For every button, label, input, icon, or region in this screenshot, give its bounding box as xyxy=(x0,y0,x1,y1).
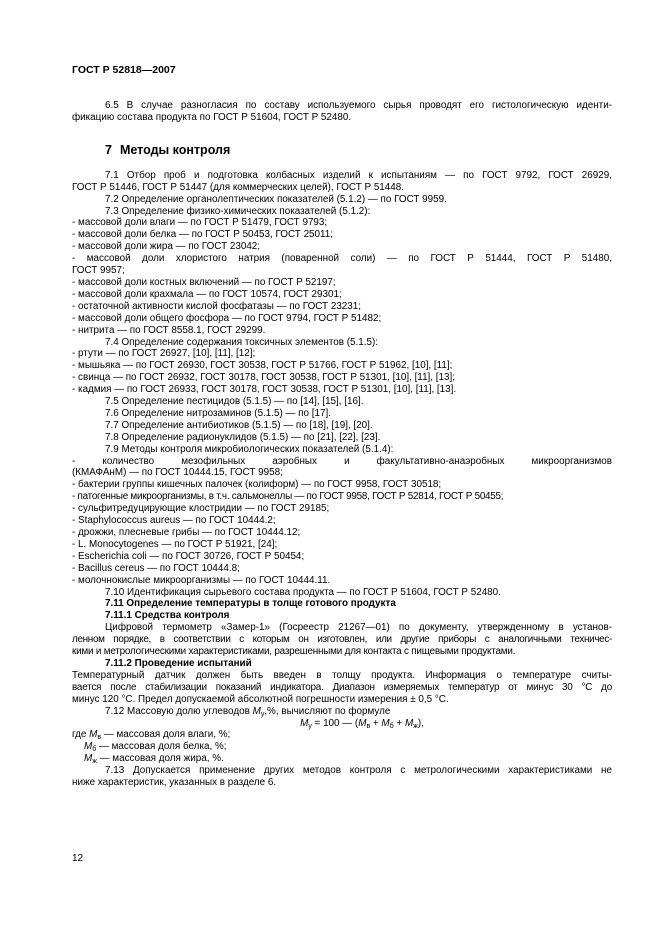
para-7-11-1-line3: кими и метрологическими характеристиками, разрешенными для контакта с пищевыми продуктами. xyxy=(72,646,516,658)
list-item: - массовой доли влаги — по ГОСТ Р 51479, ГОСТ 9793; xyxy=(72,217,328,229)
list-item: - массовой доли белка — по ГОСТ Р 50453, ГОСТ 25011; xyxy=(72,229,334,241)
list-item: - Escherichia coli — по ГОСТ 30726, ГОСТ Р 50454; xyxy=(72,550,305,562)
page-number: 12 xyxy=(72,853,84,864)
where-subscript: б xyxy=(92,746,97,754)
formula-operator: ), xyxy=(417,717,424,729)
subsection-7-11-2-heading: 7.11.2 Проведение испытаний xyxy=(105,657,252,669)
where-item xyxy=(72,753,612,765)
para-6-5-line2: фикацию состава продукта по ГОСТ Р 51604, ГОСТ Р 52480. xyxy=(72,111,352,123)
where-symbol: M xyxy=(84,753,93,765)
symbol-m: M xyxy=(252,705,261,717)
list-item: - патогенные микроорганизмы, в т.ч. сальмонеллы — по ГОСТ 9958, ГОСТ Р 52814, ГОСТ Р 50455; xyxy=(72,491,504,503)
para-7-11-1-line2: ленном порядке, в соответствии с которым он изготовлен, или другие приборы с аналогичными техничес- xyxy=(72,634,612,646)
para-7-4: 7.4 Определение содержания токсичных элементов (5.1.5): xyxy=(105,336,379,348)
para-7-2: 7.2 Определение органолептических показателей (5.1.2) — по ГОСТ 9959. xyxy=(105,193,447,205)
where-item xyxy=(72,741,612,753)
symbol-subscript: у xyxy=(260,710,265,718)
section-7-number: 7 xyxy=(105,142,112,157)
where-prefix: где xyxy=(72,729,90,741)
list-item: - бактерии группы кишечных палочек (колиформ) — по ГОСТ 9958, ГОСТ 30518; xyxy=(72,479,442,491)
para-7-12-text-end: ,%, вычисляют по формуле xyxy=(264,705,391,717)
formula-subscript: б xyxy=(389,722,394,730)
standard-code-header: ГОСТ Р 52818—2007 xyxy=(72,64,176,76)
list-item: - нитрита — по ГОСТ 8558.1, ГОСТ 29299. xyxy=(72,324,266,336)
para-7-13-line1: 7.13 Допускается применение других методов контроля с метрологическими характеристиками не xyxy=(105,765,612,777)
list-item: - L. Monocytogenes — по ГОСТ Р 51921, [24]; xyxy=(72,538,278,550)
formula-symbol: M xyxy=(404,717,414,729)
subsection-7-11-heading: 7.11 Определение температуры в толще готового продукта xyxy=(105,598,396,610)
formula-symbol: M xyxy=(300,717,309,729)
list-item: - Bacillus cereus — по ГОСТ 10444.8; xyxy=(72,562,240,574)
where-symbol: M xyxy=(89,729,98,741)
where-symbol: M xyxy=(84,741,93,753)
list-item: - массовой доли общего фосфора — по ГОСТ 9794, ГОСТ Р 51482; xyxy=(72,312,382,324)
para-7-12-text: 7.12 Массовую долю углеводов xyxy=(105,705,253,717)
formula-operator: + xyxy=(393,717,405,729)
para-7-11-1-line1: Цифровой термометр «Замер-1» (Госреестр 21267—01) по документу, утвержденному в установ- xyxy=(105,622,612,634)
carbohydrate-formula xyxy=(72,718,612,730)
para-7-11-2-line2: вается после стабилизации показаний индикатора. Диапазон измеряемых температур от минус 30 °С до xyxy=(72,681,612,693)
where-text: — массовая доля влаги, %; xyxy=(101,729,231,741)
subsection-7-11-1-heading: 7.11.1 Средства контроля xyxy=(105,610,230,622)
list-item: - остаточной активности кислой фосфатазы — по ГОСТ 23231; xyxy=(72,300,362,312)
list-item-nacl-line1: - массовой доли хлористого натрия (поваренной соли) — по ГОСТ Р 51444, ГОСТ Р 51480, xyxy=(72,253,612,265)
list-item: - мышьяка — по ГОСТ 26930, ГОСТ 30538, ГОСТ Р 51766, ГОСТ Р 51962, [10], [11]; xyxy=(72,360,453,372)
section-7-heading xyxy=(105,143,612,157)
list-item: - массовой доли крахмала — по ГОСТ 10574, ГОСТ 29301; xyxy=(72,288,342,300)
list-item: - сульфитредуцирующие клостридии — по ГОСТ 29185; xyxy=(72,503,330,515)
formula-symbol: M xyxy=(358,717,367,729)
formula-operator: = 100 — ( xyxy=(311,717,359,729)
where-item xyxy=(72,729,612,741)
formula-subscript: у xyxy=(308,722,312,730)
list-item: - массовой доли костных включений — по ГОСТ Р 52197; xyxy=(72,276,336,288)
para-7-6: 7.6 Определение нитрозаминов (5.1.5) — по [17]. xyxy=(105,407,331,419)
where-text: — массовая доля жира, %. xyxy=(96,753,224,765)
list-item-kmafanm-line1: - количество мезофильных аэробных и факультативно-анаэробных микроорганизмов xyxy=(72,455,612,467)
para-7-13-line2: ниже характеристик, указанных в разделе 6. xyxy=(72,777,277,789)
where-subscript: ж xyxy=(92,758,97,766)
para-7-8: 7.8 Определение радионуклидов (5.1.5) — по [21], [22], [23]. xyxy=(105,431,381,443)
para-7-1-line1: 7.1 Отбор проб и подготовка колбасных изделий к испытаниям — по ГОСТ 9792, ГОСТ 26929, xyxy=(105,169,612,181)
para-7-11-2-line1: Температурный датчик должен быть введен в толщу продукта. Информация о температуре считы- xyxy=(72,669,612,681)
where-subscript: в xyxy=(97,734,102,742)
para-7-11-2-line3: минус 120 °С. Предел допускаемой абсолютной погрешности измерения ± 0,5 °С. xyxy=(72,693,449,705)
where-text: — массовая доля белка, %; xyxy=(96,741,227,753)
list-item: - дрожжи, плесневые грибы — по ГОСТ 10444.12; xyxy=(72,527,301,538)
formula-subscript: в xyxy=(366,722,371,730)
formula-symbol: M xyxy=(381,717,390,729)
list-item: - Staphylococcus aureus — по ГОСТ 10444.2; xyxy=(72,515,276,527)
para-7-9: 7.9 Методы контроля микробиологических показателей (5.1.4): xyxy=(105,443,394,455)
list-item-kmafanm-line2: (КМАФАнМ) — по ГОСТ 10444.15, ГОСТ 9958; xyxy=(72,467,283,479)
para-7-12 xyxy=(72,706,612,718)
para-7-5: 7.5 Определение пестицидов (5.1.5) — по [14], [15], [16]. xyxy=(105,396,364,408)
para-6-5-line1: 6.5 В случае разногласия по составу используемого сырья проводят его гистологическую иденти- xyxy=(105,100,612,111)
list-item: - ртути — по ГОСТ 26927, [10], [11], [12]; xyxy=(72,348,256,360)
page-content xyxy=(72,100,612,789)
section-7-title: Методы контроля xyxy=(119,142,231,157)
formula-subscript: ж xyxy=(413,722,418,730)
para-7-3: 7.3 Определение физико-химических показателей (5.1.2): xyxy=(105,205,371,217)
para-7-7: 7.7 Определение антибиотиков (5.1.5) — по [18], [19], [20]. xyxy=(105,419,373,431)
list-item-nacl-line2: ГОСТ 9957; xyxy=(72,265,125,277)
list-item: - свинца — по ГОСТ 26932, ГОСТ 30178, ГОСТ 30538, ГОСТ Р 51301, [10], [11], [13]; xyxy=(72,372,456,384)
formula-operator: + xyxy=(370,717,382,729)
list-item: - кадмия — по ГОСТ 26933, ГОСТ 30178, ГОСТ 30538, ГОСТ Р 51301, [10], [11], [13]. xyxy=(72,384,457,396)
list-item: - массовой доли жира — по ГОСТ 23042; xyxy=(72,241,261,253)
list-item: - молочнокислые микроорганизмы — по ГОСТ 10444.11. xyxy=(72,574,331,586)
para-7-10: 7.10 Идентификация сырьевого состава продукта — по ГОСТ Р 51604, ГОСТ Р 52480. xyxy=(105,586,501,598)
para-7-1-line2: ГОСТ Р 51446, ГОСТ Р 51447 (для коммерческих целей), ГОСТ Р 51448. xyxy=(72,181,405,193)
